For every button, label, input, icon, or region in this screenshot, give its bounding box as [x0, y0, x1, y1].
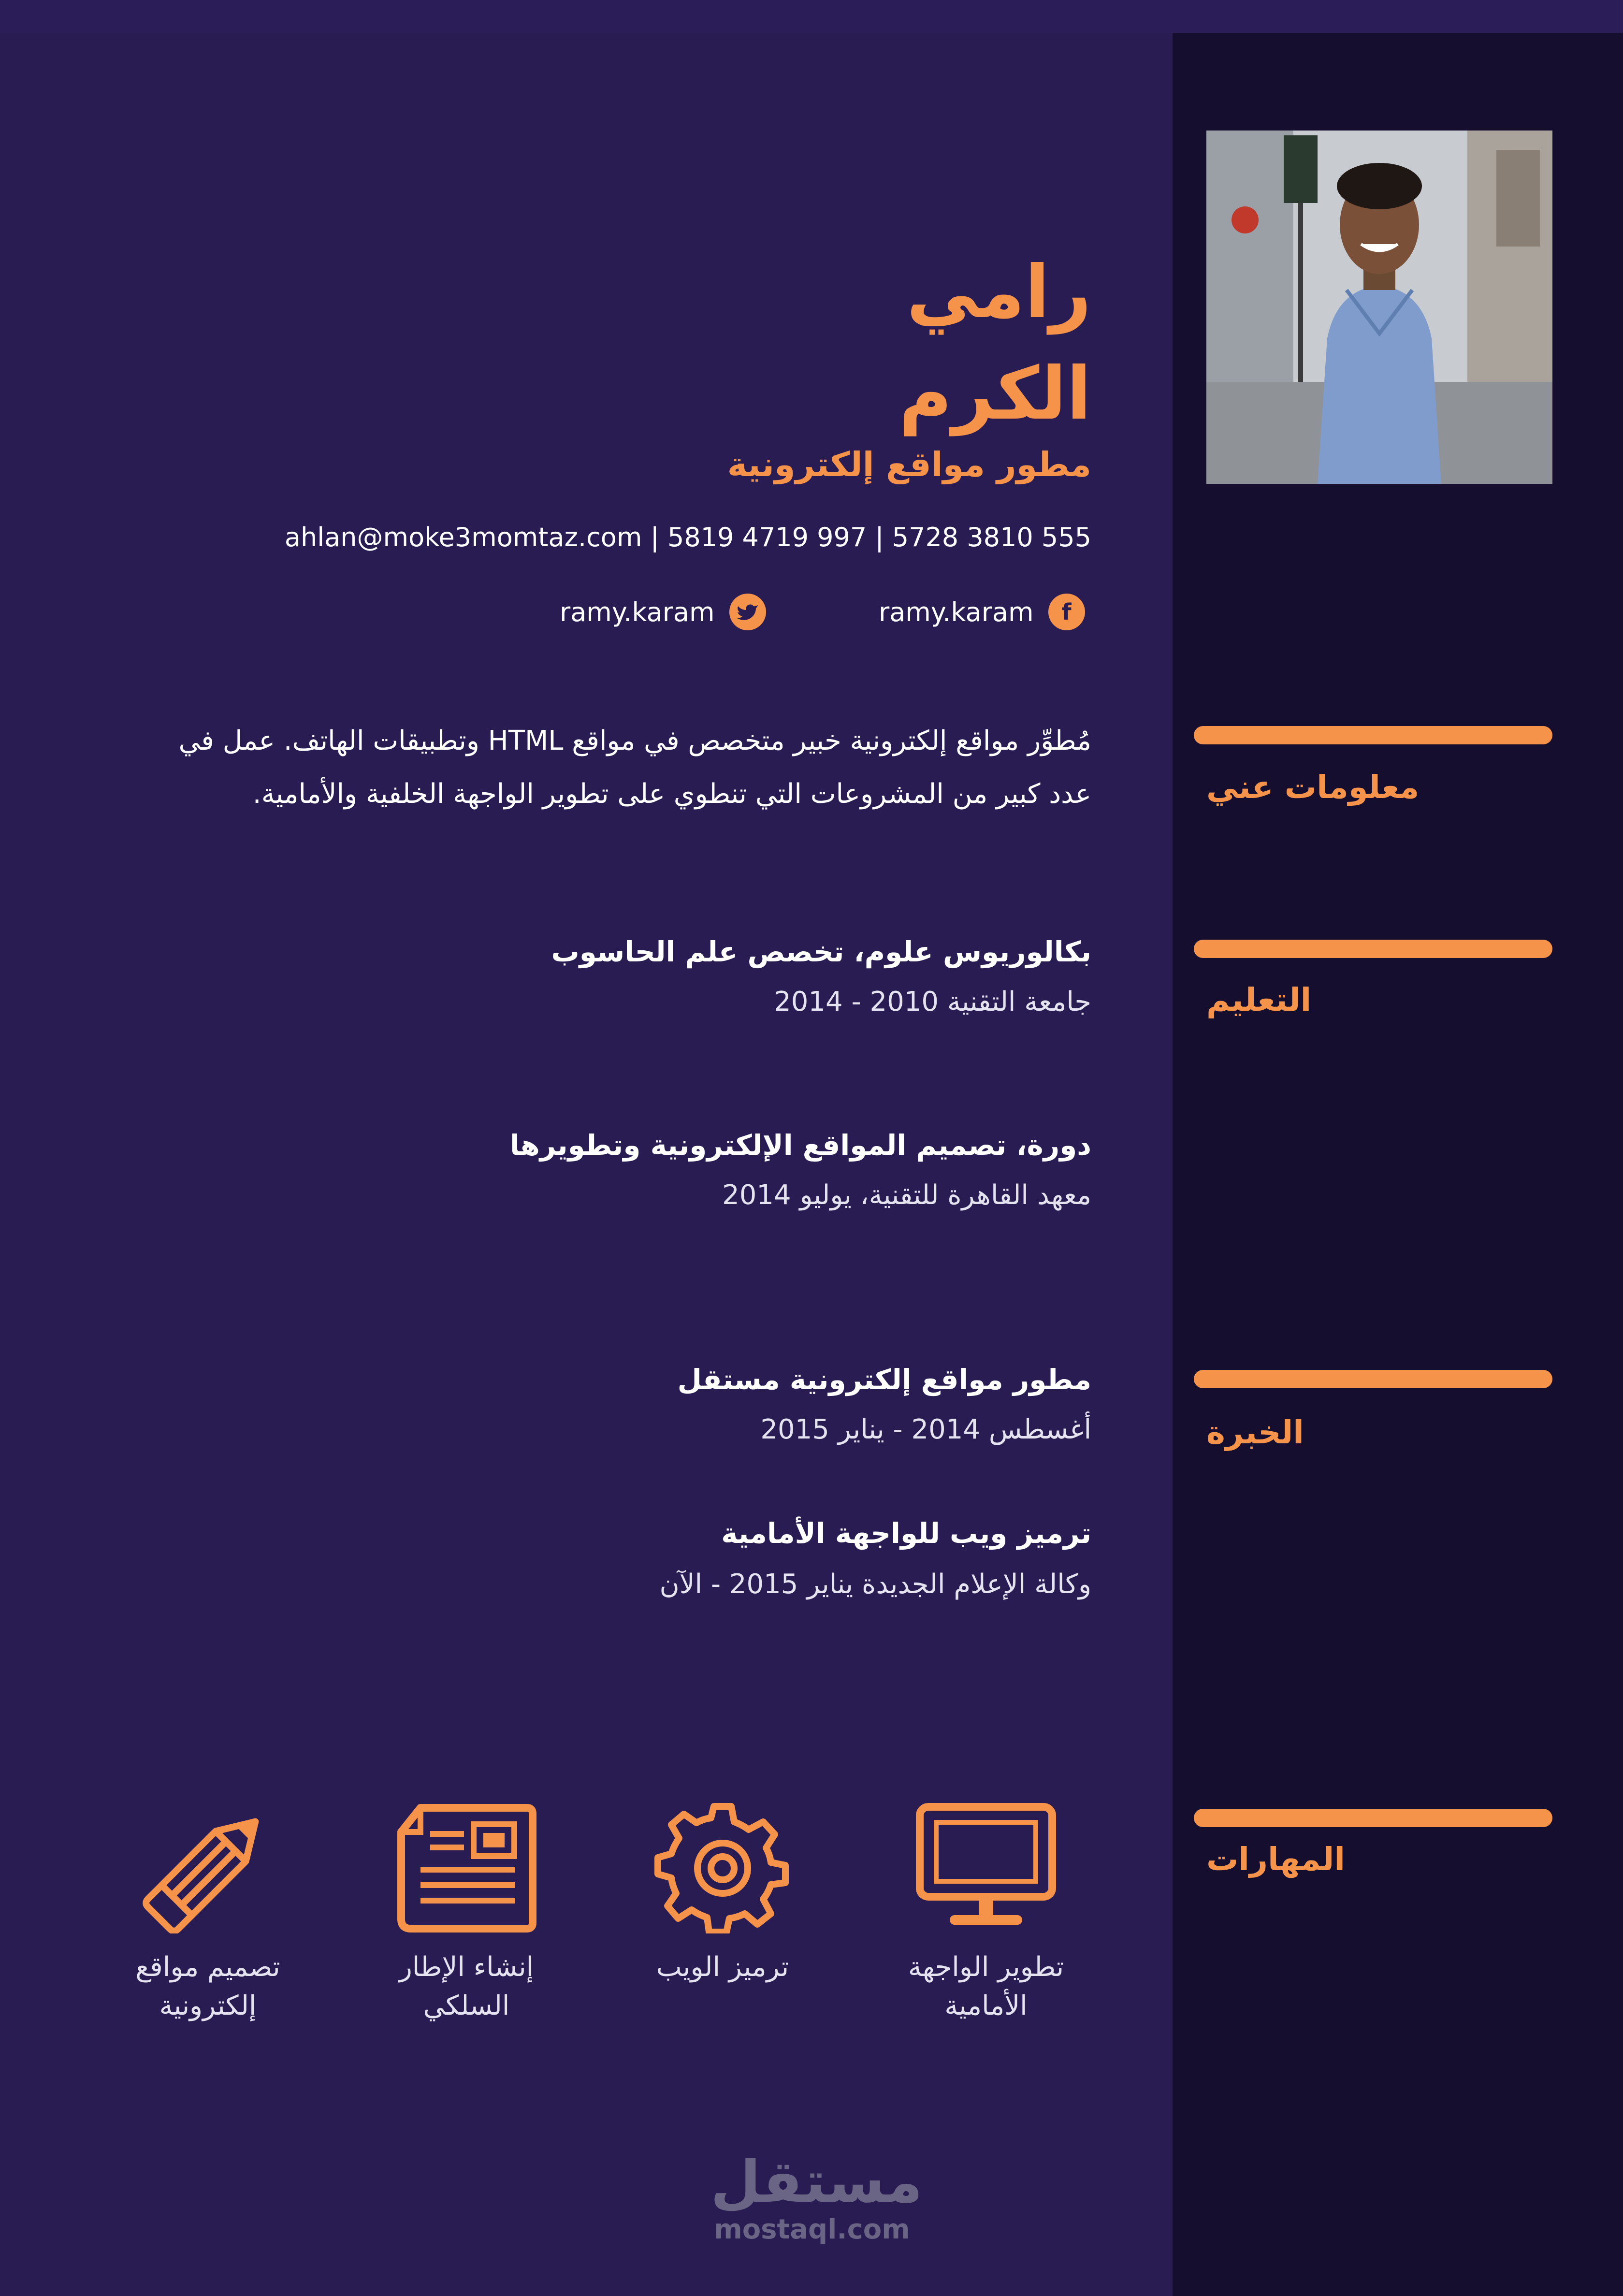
newspaper-icon: [396, 1803, 536, 1933]
facebook-contact[interactable]: [879, 594, 1085, 630]
pencil-icon: [138, 1803, 278, 1933]
facebook-icon: f: [1048, 594, 1085, 630]
section-skills-title: المهارات: [1206, 1841, 1345, 1878]
section-about-title: معلومات عني: [1206, 769, 1420, 806]
skill-web-coding-line1: ترميز الويب: [656, 1951, 789, 1983]
experience-detail-1: أغسطس 2014 - يناير 2015: [760, 1414, 1091, 1445]
skill-frontend: [894, 1803, 1078, 2025]
section-experience-title: الخبرة: [1206, 1414, 1304, 1451]
skill-wireframe-line1: إنشاء الإطار: [399, 1951, 534, 1983]
education-title-1: بكالوريوس علوم، تخصص علم الحاسوب: [551, 935, 1091, 968]
education-title-2: دورة، تصميم المواقع الإلكترونية وتطويرها: [509, 1129, 1091, 1162]
experience-title-1: مطور مواقع إلكترونية مستقل: [677, 1363, 1091, 1396]
skill-web-coding: [631, 1803, 814, 1987]
education-divider: [1194, 940, 1552, 958]
experience-title-2: ترميز ويب للواجهة الأمامية: [721, 1517, 1091, 1550]
about-divider: [1194, 726, 1552, 744]
education-detail-2: معهد القاهرة للتقنية، يوليو 2014: [722, 1179, 1091, 1211]
skill-frontend-line2: الأمامية: [944, 1990, 1028, 2021]
gear-icon: [652, 1803, 793, 1933]
watermark-latin: mostaql.com: [714, 2214, 910, 2245]
watermark-arabic: مستقل: [710, 2149, 923, 2216]
skill-wireframe: [375, 1803, 558, 2025]
skill-frontend-line1: تطوير الواجهة: [908, 1951, 1064, 1983]
about-line-2: عدد كبير من المشروعات التي تنطوي على تطوير الواجهة الخلفية والأمامية.: [252, 778, 1091, 810]
job-title: مطور مواقع إلكترونية: [727, 445, 1091, 484]
skill-wireframe-line2: السلكي: [423, 1990, 510, 2021]
profile-photo: [1206, 131, 1552, 484]
about-line-1: مُطوِّر مواقع إلكترونية خبير متخصص في مواقع HTML وتطبيقات الهاتف. عمل في: [178, 725, 1091, 756]
facebook-handle: ramy.karam: [879, 596, 1034, 627]
mostaql-watermark: [710, 2149, 923, 2245]
skills-divider: [1194, 1809, 1552, 1827]
skill-web-design-line1: تصميم مواقع: [135, 1951, 280, 1983]
twitter-handle: ramy.karam: [560, 596, 715, 627]
experience-detail-2: وكالة الإعلام الجديدة يناير 2015 - الآن: [659, 1569, 1091, 1600]
monitor-icon: [916, 1803, 1056, 1933]
twitter-icon: [729, 594, 766, 630]
first-name: رامي: [906, 250, 1091, 334]
experience-divider: [1194, 1370, 1552, 1388]
top-band: [0, 0, 1623, 33]
last-name: الكرم: [898, 352, 1091, 436]
education-detail-1: جامعة التقنية 2010 - 2014: [774, 986, 1091, 1017]
skill-web-design-line2: إلكترونية: [159, 1990, 257, 2021]
twitter-contact[interactable]: [560, 594, 766, 630]
contact-line: ahlan@moke3momtaz.com | 5819 4719 997 | 5728 3810 555: [284, 522, 1091, 552]
skill-web-design: [116, 1803, 300, 2025]
section-education-title: التعليم: [1206, 981, 1312, 1018]
about-text: [125, 714, 1091, 821]
